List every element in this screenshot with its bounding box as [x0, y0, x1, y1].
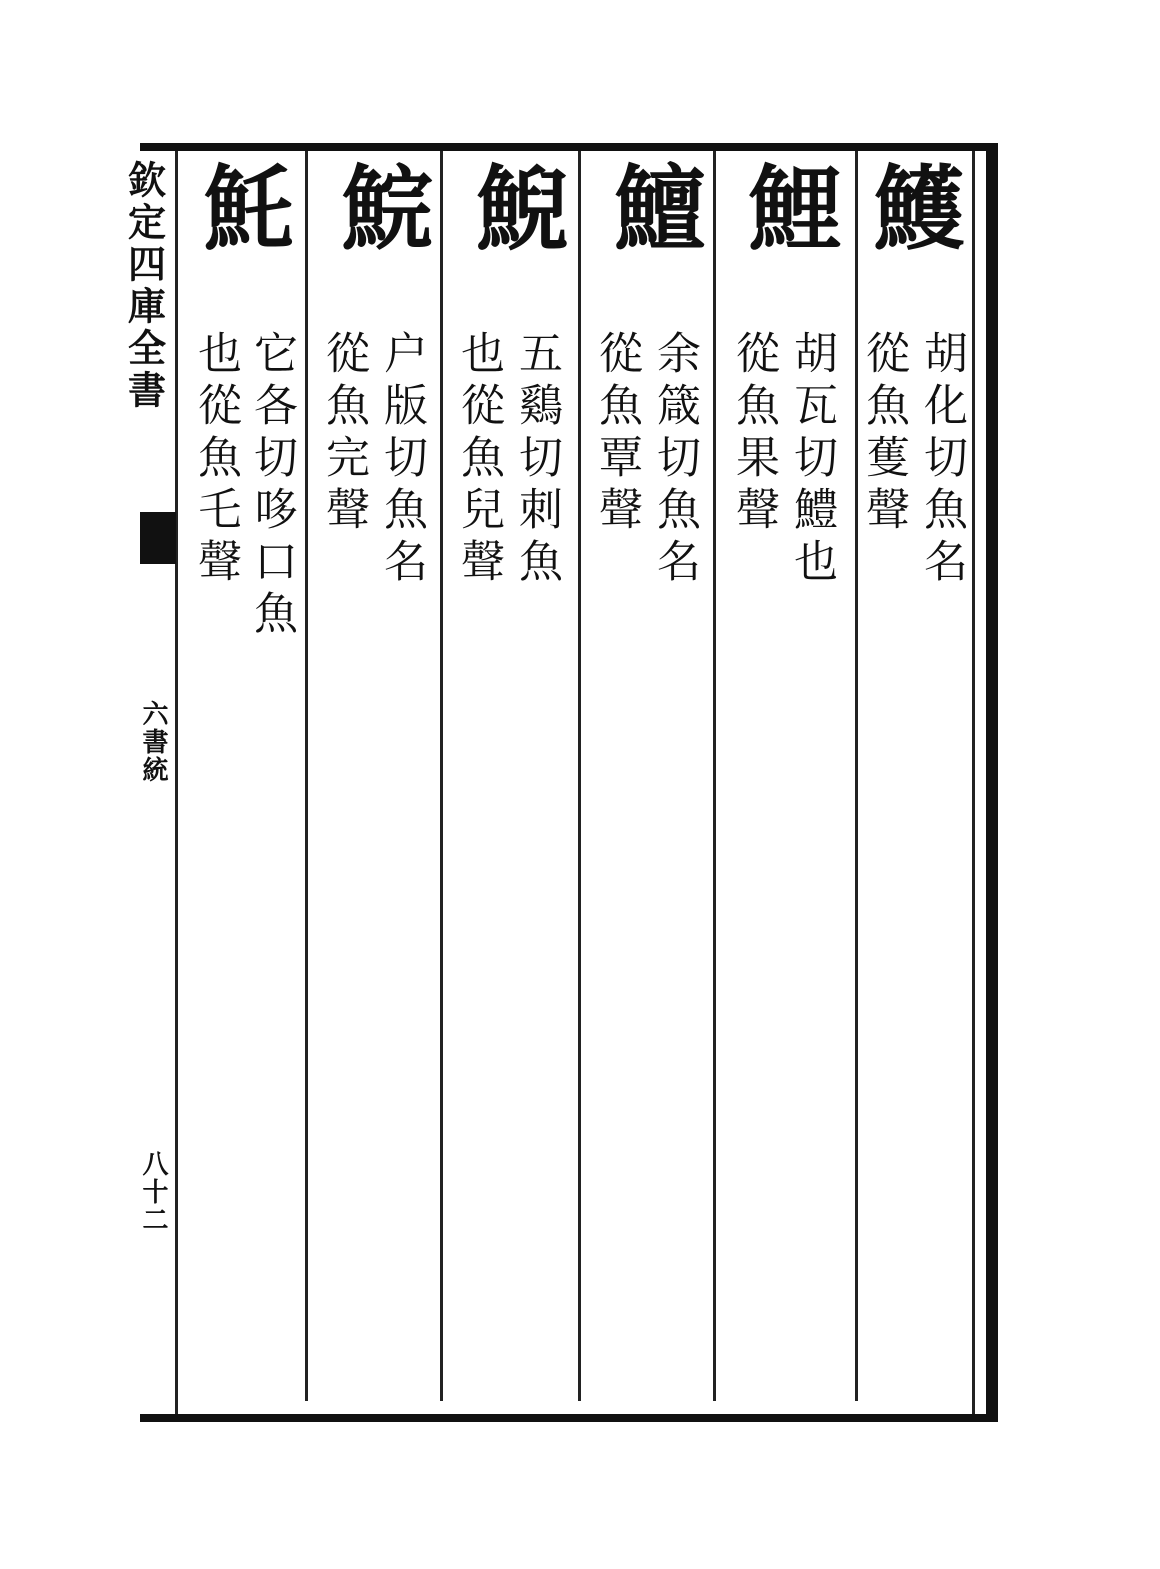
fishtail-mark: [140, 512, 176, 564]
dictionary-entry: [445, 160, 575, 780]
seal-character: 鱯: [858, 160, 966, 252]
frame-right-border: [986, 143, 998, 1422]
frame-inner-line: [972, 151, 975, 1414]
spine-title: 欽定四庫全書: [121, 160, 167, 412]
seal-character: 鯇: [326, 160, 434, 252]
spine-divider-line: [175, 151, 178, 1414]
gloss-line: 從魚完聲: [318, 330, 369, 538]
gloss-line: 余箴切魚名: [649, 330, 700, 590]
dictionary-entry: [583, 160, 711, 780]
spine-book-title: 六書統: [138, 700, 168, 784]
gloss-line: 它各切哆口魚: [246, 330, 297, 642]
dictionary-entry: [860, 160, 972, 780]
column-divider: [305, 151, 308, 1401]
seal-character: 鱣: [599, 160, 707, 252]
column-divider: [578, 151, 581, 1401]
gloss-line: 五鷄切刺魚: [511, 330, 562, 590]
frame-top-border: [140, 143, 998, 151]
column-divider: [440, 151, 443, 1401]
gloss-line: 從魚蒦聲: [858, 330, 909, 538]
seal-character: 魠: [188, 160, 296, 252]
gloss-line: 從魚果聲: [728, 330, 779, 538]
column-divider: [713, 151, 716, 1401]
gloss-line: 也從魚乇聲: [190, 330, 241, 590]
gloss-line: 胡化切魚名: [916, 330, 967, 590]
dictionary-entry: [182, 160, 302, 780]
seal-character: 鯉: [734, 160, 842, 252]
page-number: 八十二: [138, 1150, 168, 1234]
gloss-line: 也從魚兒聲: [453, 330, 504, 590]
frame-bottom-border: [140, 1414, 998, 1422]
seal-character: 鯢: [461, 160, 569, 252]
gloss-line: 從魚覃聲: [591, 330, 642, 538]
dictionary-entry: [310, 160, 438, 780]
dictionary-entry: [718, 160, 853, 780]
gloss-line: 户版切魚名: [376, 330, 427, 590]
gloss-line: 胡瓦切鱧也: [786, 330, 837, 590]
